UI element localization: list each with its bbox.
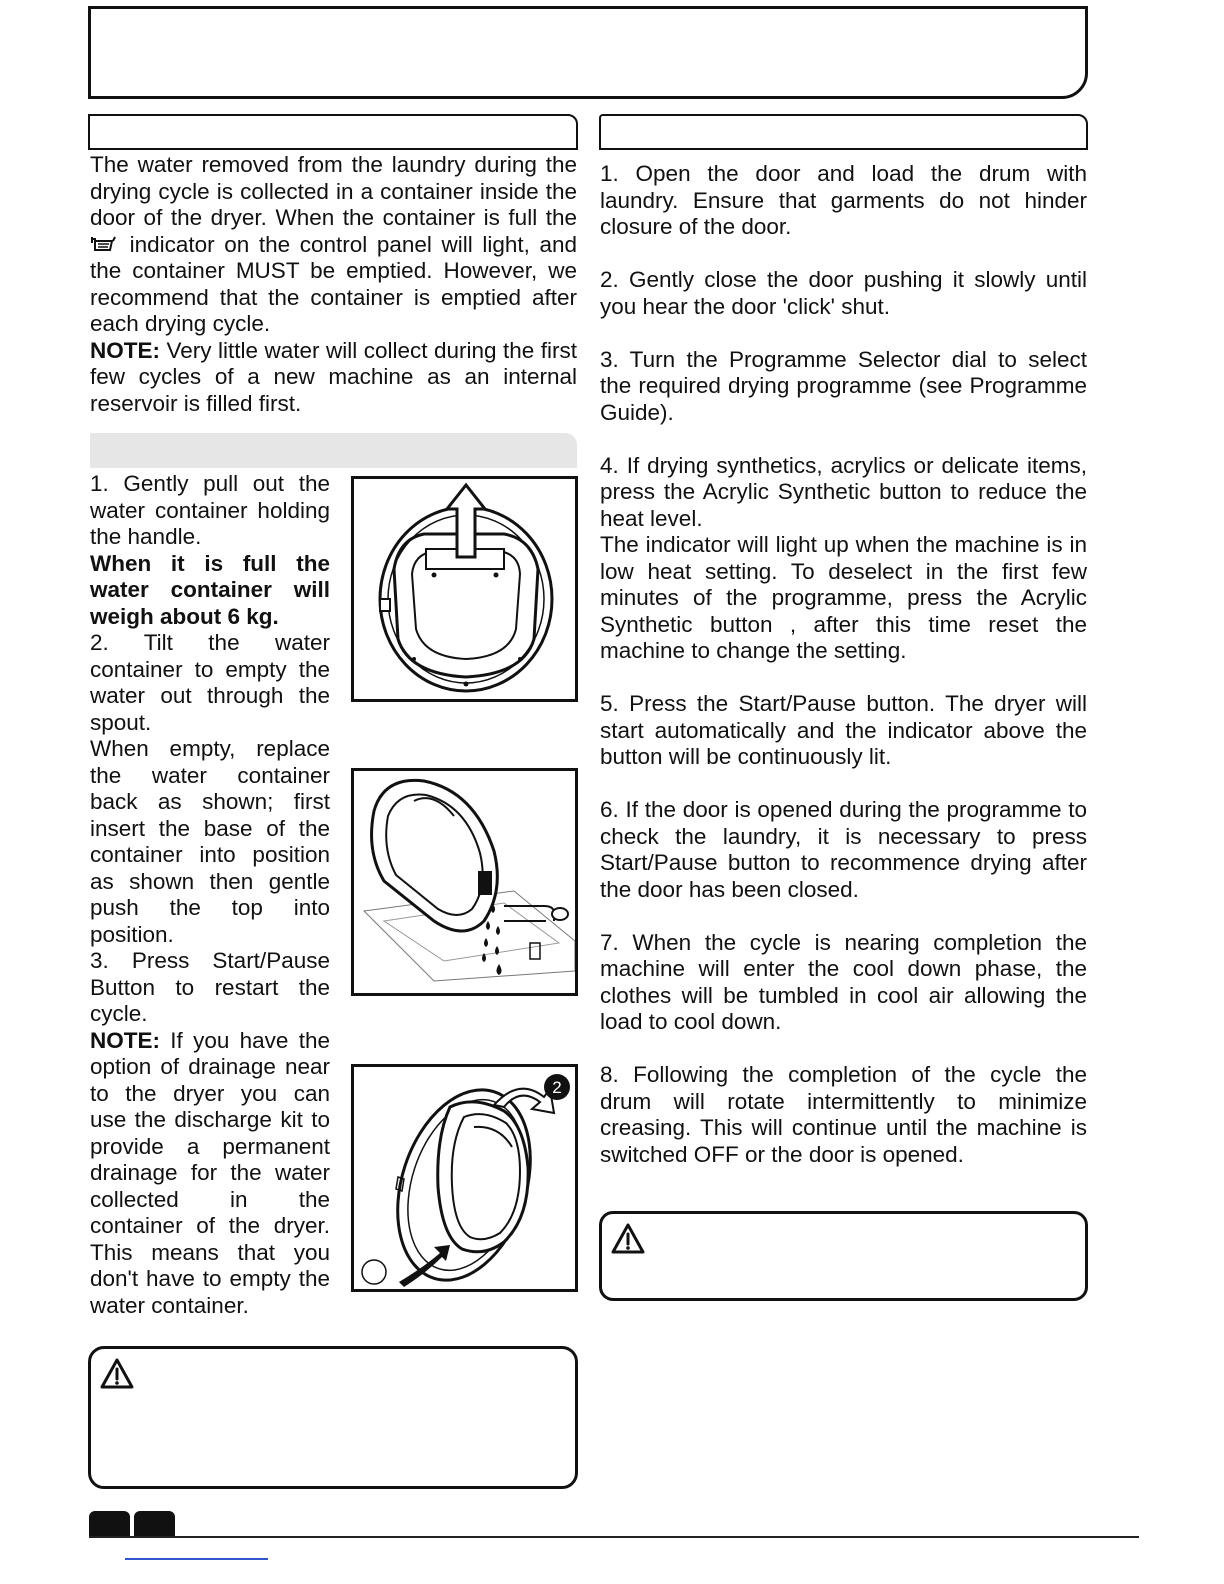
instruction-8: 8. Following the completion of the cycle the drum will rotate intermittently to minimize creasing. This will continue until the machine is switched OFF or the door is opened.: [600, 1062, 1087, 1167]
subsection-band: [90, 433, 577, 468]
intro-note-label: NOTE:: [90, 337, 160, 363]
water-container-icon: [90, 235, 120, 255]
section-header-operation: [599, 114, 1088, 150]
page-number-tab-right: [134, 1511, 175, 1538]
operation-instructions: [600, 161, 1087, 1195]
emptying-step-2: 2. Tilt the water container to empty the water out through the spout.: [90, 630, 330, 735]
emptying-step-3: 3. Press Start/Pause Button to restart the cycle.: [90, 948, 330, 1026]
footer-link-underline: [125, 1558, 268, 1560]
instruction-7: 7. When the cycle is nearing completion the machine will enter the cool down phase, the clothes will be tumbled in cool air allowing the load to cool down.: [600, 929, 1087, 1034]
instruction-1: 1. Open the door and load the drum with laundry. Ensure that garments do not hinder closure of the door.: [600, 161, 1087, 239]
page-title-frame: [88, 6, 1088, 99]
section-header-water-container: [88, 114, 578, 150]
warning-box-right: [599, 1211, 1088, 1301]
instruction-5: 5. Press the Start/Pause button. The dryer will start automatically and the indicator above the button will be continuously lit.: [600, 691, 1087, 769]
emptying-note-text: If you have the option of drainage near to the dryer you can use the discharge kit to provide a permanent drainage for the water collected in the container of the dryer. This means that you don't have to empty the water container.: [90, 1027, 330, 1318]
intro-text-1: The water removed from the laundry during the drying cycle is collected in a container inside the door of the dryer. When the container is full the: [90, 152, 577, 230]
intro-note-text: Very little water will collect during the first few cycles of a new machine as an internal reservoir is filled first.: [90, 337, 577, 416]
step-badge-label: 2: [552, 1078, 562, 1097]
tilt-container-illustration: [354, 771, 575, 993]
replace-container-illustration: [354, 1067, 575, 1289]
instruction-2: 2. Gently close the door pushing it slowly until you hear the door 'click' shut.: [600, 267, 1087, 319]
step-badge-empty: [362, 1260, 386, 1284]
instruction-4: 4. If drying synthetics, acrylics or delicate items, press the Acrylic Synthetic button to reduce the heat level.: [600, 452, 1087, 531]
emptying-weight-text: When it is full the water container will weigh about 6 kg.: [90, 550, 330, 629]
emptying-note-label: NOTE:: [90, 1027, 160, 1053]
emptying-replace: When empty, replace the water container back as shown; first insert the base of the container into position as shown then gentle push the top into position.: [90, 736, 330, 947]
intro-text-2: indicator on the control panel will light, and the container MUST be emptied. However, we recommend that the container is emptied after each drying cycle.: [90, 231, 577, 336]
emptying-note: [90, 1028, 330, 1320]
emptying-step-1: 1. Gently pull out the water container holding the handle.: [90, 471, 330, 549]
warning-triangle-icon: [610, 1222, 646, 1256]
emptying-weight-warning: [90, 551, 330, 631]
page-number-tab-left: [89, 1511, 130, 1538]
figure-tilt-container: [351, 768, 578, 996]
instruction-4-detail: The indicator will light up when the machine is in low heat setting. To deselect in the first few minutes of the programme, press the Acrylic Synthetic button , after this time reset the machine to change the setting.: [600, 532, 1087, 663]
figure-pull-out-container: [351, 476, 578, 702]
door-container-illustration: [354, 479, 575, 699]
figure-replace-container: [351, 1064, 578, 1292]
intro-paragraph: [90, 152, 577, 417]
instruction-6: 6. If the door is opened during the programme to check the laundry, it is necessary to press Start/Pause button to recommence drying after the door has been closed.: [600, 797, 1087, 902]
warning-triangle-icon: [99, 1357, 135, 1391]
emptying-steps: [90, 471, 330, 1319]
instruction-3: 3. Turn the Programme Selector dial to select the required drying programme (see Programme Guide).: [600, 346, 1087, 425]
footer-rule: [89, 1536, 1139, 1538]
warning-box-left: [88, 1346, 578, 1489]
